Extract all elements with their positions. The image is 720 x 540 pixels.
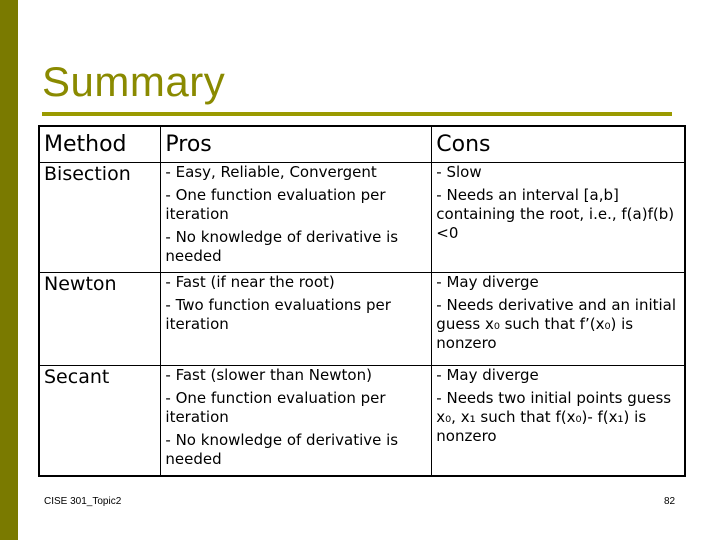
table-header-row xyxy=(39,126,685,163)
title-underline xyxy=(42,112,672,116)
cons-cell xyxy=(432,366,685,476)
pros-cell xyxy=(161,366,432,476)
header-cons: Cons xyxy=(432,126,685,163)
footer-course-label: CISE 301_Topic2 xyxy=(44,496,122,507)
table-row xyxy=(39,366,685,476)
table-row xyxy=(39,163,685,273)
page-number: 82 xyxy=(664,496,676,507)
pros-item: - No knowledge of derivative is needed xyxy=(165,431,399,468)
cons-cell xyxy=(432,273,685,366)
decorative-side-bar xyxy=(0,0,18,540)
cons-item: - Needs an interval [a,b] containing the root, i.e., f(a)f(b)<0 xyxy=(436,186,675,242)
table-row xyxy=(39,273,685,366)
pros-item: - Fast (slower than Newton) xyxy=(165,366,372,384)
pros-cell xyxy=(161,163,432,273)
method-name: Secant xyxy=(39,366,161,476)
method-name: Newton xyxy=(39,273,161,366)
cons-cell xyxy=(432,163,685,273)
pros-item: - Fast (if near the root) xyxy=(165,273,335,291)
pros-item: - One function evaluation per iteration xyxy=(165,186,386,223)
pros-item: - One function evaluation per iteration xyxy=(165,389,386,426)
method-name: Bisection xyxy=(39,163,161,273)
header-pros: Pros xyxy=(161,126,432,163)
pros-item: - No knowledge of derivative is needed xyxy=(165,228,399,265)
cons-item: - Slow xyxy=(436,163,482,181)
pros-item: - Easy, Reliable, Convergent xyxy=(165,163,377,181)
cons-item: - May diverge xyxy=(436,366,539,384)
pros-cell xyxy=(161,273,432,366)
slide-title: Summary xyxy=(42,58,226,105)
header-method: Method xyxy=(39,126,161,163)
cons-item: - Needs two initial points guess x₀, x₁ such that f(x₀)- f(x₁) is nonzero xyxy=(436,389,672,445)
cons-item: - May diverge xyxy=(436,273,539,291)
pros-item: - Two function evaluations per iteration xyxy=(165,296,391,333)
comparison-table xyxy=(38,125,686,477)
cons-item: - Needs derivative and an initial guess x₀ such that f’(x₀) is nonzero xyxy=(436,296,677,352)
